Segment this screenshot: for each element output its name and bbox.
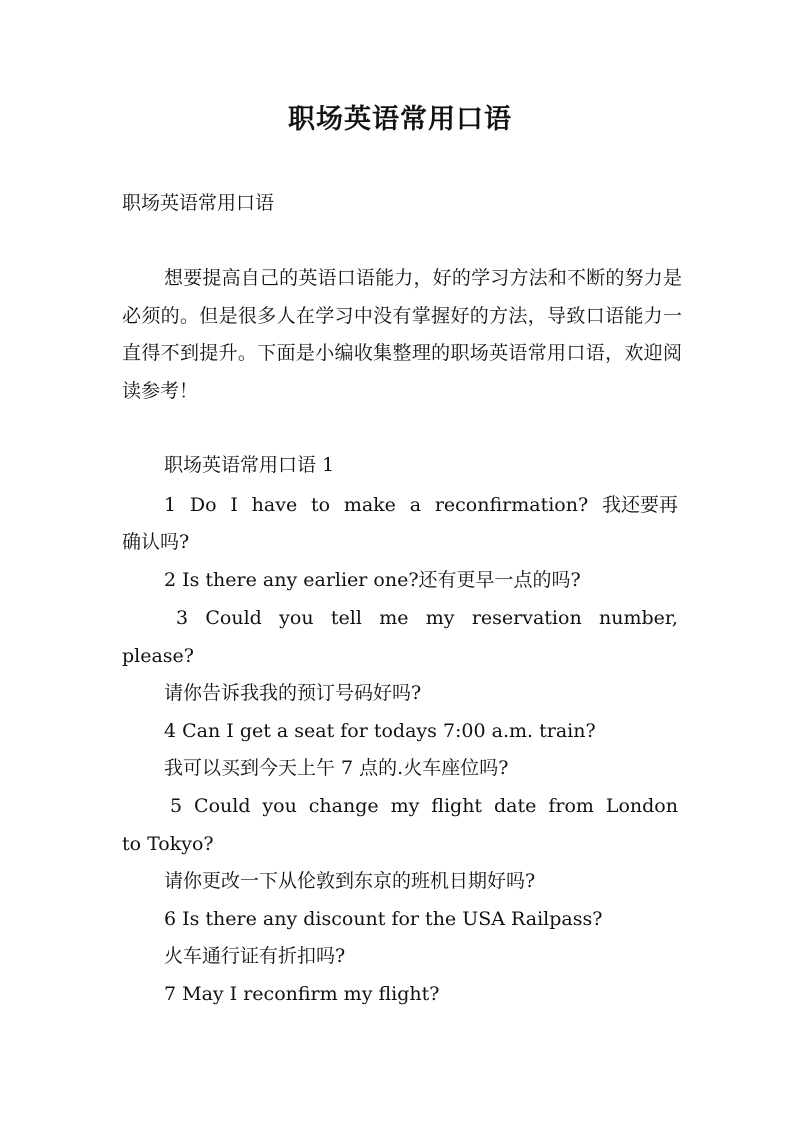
phrase-line: 7 May I reconfirm my flight? xyxy=(164,983,440,1005)
phrase-line: 请你更改一下从伦敦到东京的班机日期好吗? xyxy=(164,870,536,892)
phrase-line: 4 Can I get a seat for todays 7:00 a.m. train? xyxy=(164,720,596,742)
phrase-line: 3 Could you tell me my reservation number, xyxy=(176,607,678,629)
phrase-line: 5 Could you change my flight date from London xyxy=(170,795,678,817)
phrase-line: 请你告诉我我的预订号码好吗? xyxy=(164,682,422,704)
phrase-line: 火车通行证有折扣吗? xyxy=(164,945,346,967)
document-subtitle: 职场英语常用口语 xyxy=(122,192,275,214)
intro-paragraph: 想要提高自己的英语口语能力，好的学习方法和不断的努力是必须的。但是很多人在学习中没有掌握好的方法，导致口语能力一直得不到提升。下面是小编收集整理的职场英语常用口语，欢迎阅读参考！ xyxy=(122,267,682,402)
phrase-line: 2 Is there any earlier one?还有更早一点的吗? xyxy=(164,569,581,591)
phrase-line: 确认吗? xyxy=(122,531,190,553)
phrase-line: 1 Do I have to make a reconfirmation? 我还要再 xyxy=(164,494,678,516)
phrase-line: 我可以买到今天上午 7 点的.火车座位吗? xyxy=(164,757,509,779)
section-title: 职场英语常用口语 1 xyxy=(164,454,335,476)
document-title: 职场英语常用口语 xyxy=(288,104,512,135)
phrase-line: 6 Is there any discount for the USA Railpass? xyxy=(164,908,603,930)
phrase-line: to Tokyo? xyxy=(122,833,214,855)
phrase-line: please? xyxy=(122,645,194,667)
